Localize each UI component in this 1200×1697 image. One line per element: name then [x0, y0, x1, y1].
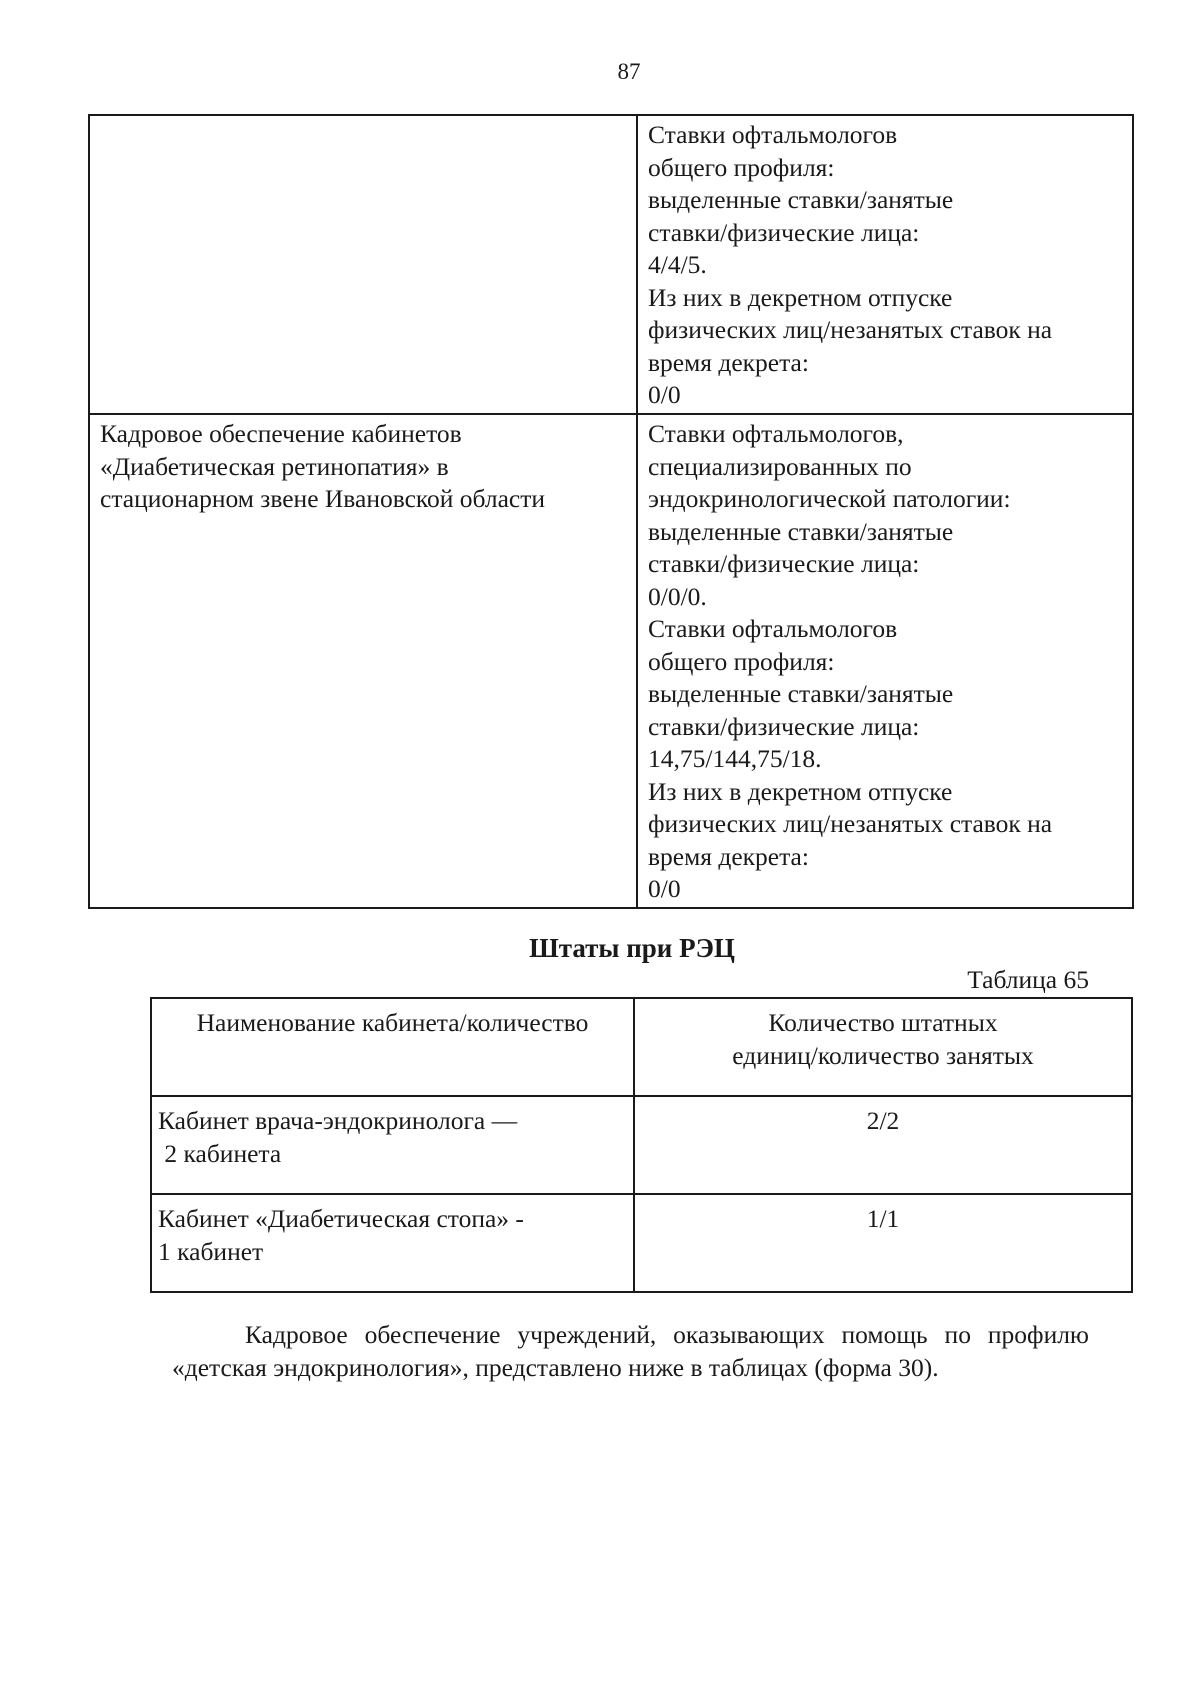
cell-line: 0/0	[648, 380, 681, 409]
cell-line: 1 кабинет	[158, 1236, 264, 1266]
cell-line: специализированных по	[648, 451, 912, 481]
table-cell-name	[151, 1194, 634, 1292]
cell-line: эндокринологической патологии:	[648, 484, 1011, 513]
table-caption: Таблица 65	[967, 965, 1089, 994]
header-line: Количество штатных	[768, 1008, 998, 1037]
table-cell-right	[637, 414, 1133, 908]
cell-line: время декрета:	[648, 347, 809, 377]
cell-line: Кабинет врача-эндокринолога —	[158, 1106, 518, 1135]
table-row	[151, 1194, 1132, 1292]
cell-line: Ставки офтальмологов,	[648, 419, 904, 448]
table-row	[89, 414, 1133, 908]
cell-line: Из них в декретном отпуске	[648, 282, 953, 312]
cell-line: Ставки офтальмологов	[648, 120, 898, 149]
cell-line: ставки/физические лица:	[648, 217, 920, 247]
table-cell-name	[151, 1096, 634, 1194]
page-number: 87	[617, 59, 641, 84]
cell-line: выделенные ставки/занятые	[648, 185, 954, 214]
cell-line: ставки/физические лица:	[648, 711, 920, 741]
cell-line: ставки/физические лица:	[648, 549, 920, 578]
cell-line: 14,75/144,75/18.	[648, 744, 822, 773]
table-cell-right	[637, 115, 1133, 414]
body-paragraph: Кадровое обеспечение учреждений, оказывающих помощь по профилю «детская эндокринология», представлено ниже в таблицах (форма 30).	[172, 1320, 1089, 1382]
cell-line: физических лиц/незанятых ставок на	[648, 315, 1053, 344]
column-header-name	[151, 998, 634, 1096]
cell-line: 2 кабинета	[158, 1138, 282, 1168]
cell-line: 4/4/5.	[648, 250, 707, 279]
cell-line: 0/0/0.	[648, 581, 707, 611]
cell-line: выделенные ставки/занятые	[648, 516, 954, 546]
table-cell-left	[89, 115, 637, 414]
column-header-count	[634, 998, 1132, 1096]
cell-line: выделенные ставки/занятые	[648, 679, 954, 708]
header-line: единиц/количество занятых	[732, 1040, 1034, 1070]
cell-line: общего профиля:	[648, 152, 835, 182]
staffing-continuation-table	[88, 114, 1134, 909]
cell-line: Из них в декретном отпуске	[648, 776, 953, 806]
staff-table	[150, 997, 1133, 1293]
cell-line: физических лиц/незанятых ставок на	[648, 809, 1053, 838]
cell-line: «Диабетическая ретинопатия» в	[100, 451, 449, 481]
header-line: Наименование кабинета/количество	[196, 1008, 589, 1037]
table-row	[151, 1096, 1132, 1194]
cell-line: Кадровое обеспечение кабинетов	[100, 419, 462, 448]
table-cell-value: 1/1	[634, 1194, 1132, 1292]
cell-line: 0/0	[648, 874, 681, 903]
cell-line: время декрета:	[648, 841, 809, 871]
table-cell-value: 2/2	[634, 1096, 1132, 1194]
cell-line: общего профиля:	[648, 646, 835, 676]
table-header-row	[151, 998, 1132, 1096]
cell-line: стационарном звене Ивановской области	[100, 484, 546, 513]
table-row	[89, 115, 1133, 414]
section-heading: Штаты при РЭЦ	[529, 933, 735, 963]
cell-line: Кабинет «Диабетическая стопа» -	[158, 1204, 524, 1233]
cell-line: Ставки офтальмологов	[648, 614, 898, 643]
table-cell-left	[89, 414, 637, 908]
